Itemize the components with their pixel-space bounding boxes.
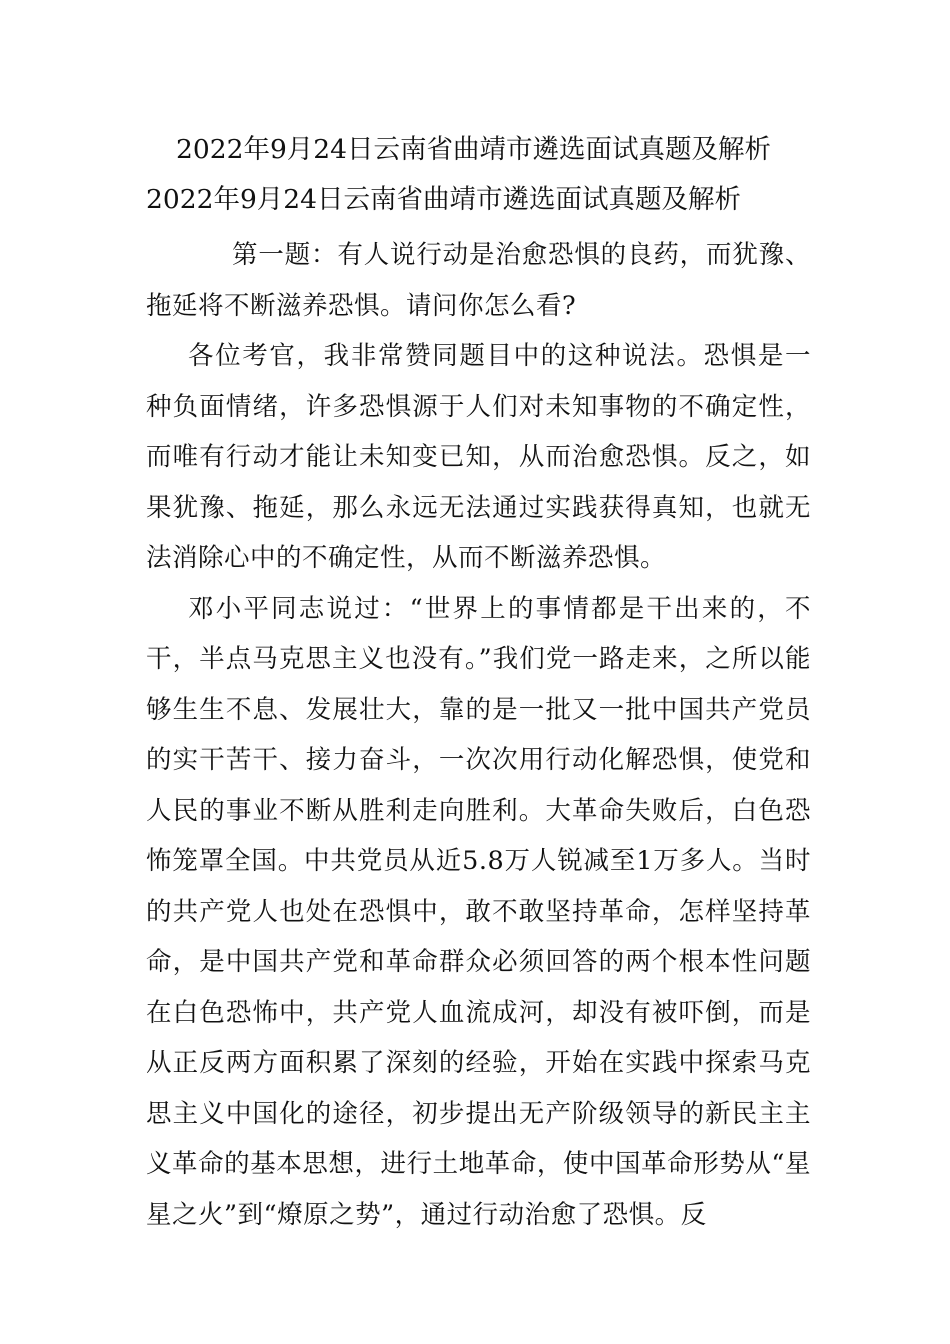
- answer-paragraph-1: 各位考官，我非常赞同题目中的这种说法。恐惧是一种负面情绪，许多恐惧源于人们对未知事物的不确定性，而唯有行动才能让未知变已知，从而治愈恐惧。反之，如果犹豫、拖延，那么永远无法通过实践获得真知，也就无法消除心中的不确定性，从而不断滋养恐惧。: [146, 341, 811, 573]
- document-title-repeat: 2022年9月24日云南省曲靖市遴选面试真题及解析: [146, 184, 742, 215]
- document-body: [146, 230, 811, 1240]
- document-title: 2022年9月24日云南省曲靖市遴选面试真题及解析: [176, 134, 772, 165]
- answer-paragraph-2: 邓小平同志说过：“世界上的事情都是干出来的，不干，半点马克思主义也没有。”我们党一路走来，之所以能够生生不息、发展壮大，靠的是一批又一批中国共产党员的实干苦干、接力奋斗，一次次用行动化解恐惧，使党和人民的事业不断从胜利走向胜利。大革命失败后，白色恐怖笼罩全国。中共党员从近5.8万人锐减至1万多人。当时的共产党人也处在恐惧中，敢不敢坚持革命，怎样坚持革命，是中国共产党和革命群众必须回答的两个根本性问题在白色恐怖中，共产党人血流成河，却没有被吓倒，而是从正反两方面积累了深刻的经验，开始在实践中探索马克思主义中国化的途径，初步提出无产阶级领导的新民主主义革命的基本思想，进行土地革命，使中国革命形势从“星星之火”到“燎原之势”，通过行动治愈了恐惧。反: [146, 593, 811, 1230]
- question-text: 第一题：有人说行动是治愈恐惧的良药，而犹豫、拖延将不断滋养恐惧。请问你怎么看?: [146, 240, 811, 321]
